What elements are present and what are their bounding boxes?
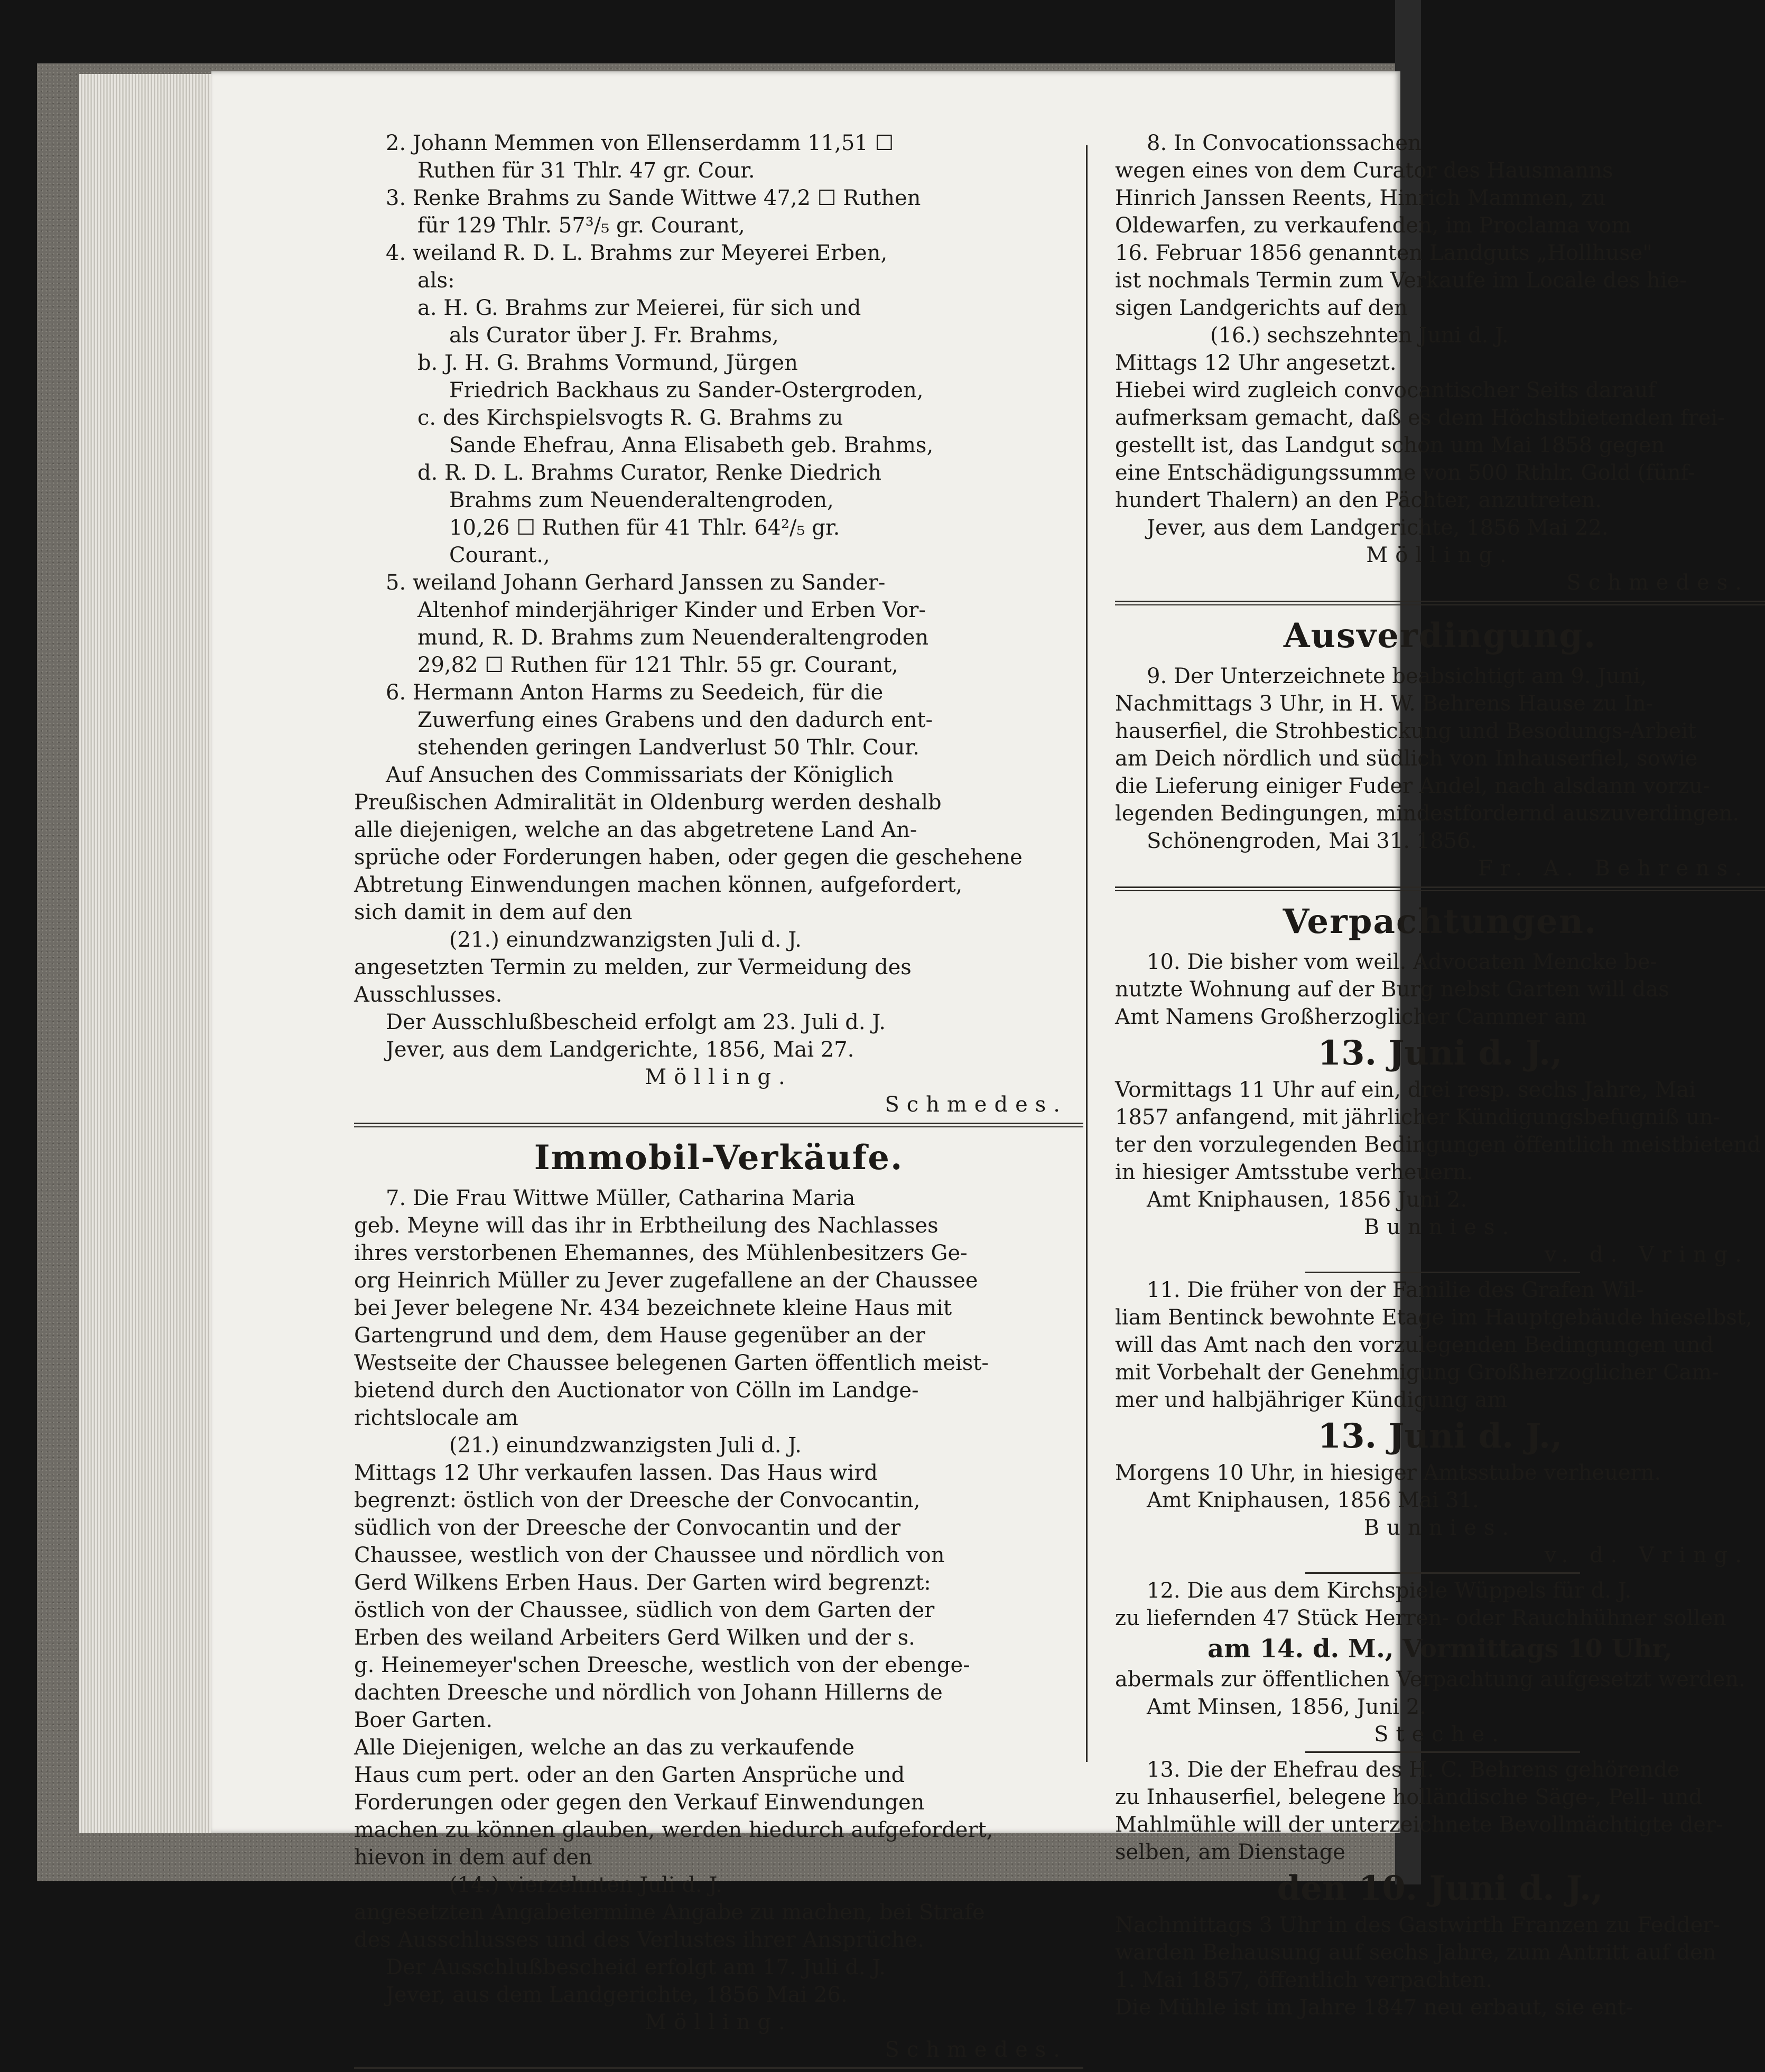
text-line: Boer Garten. — [354, 1708, 493, 1732]
text-line: machen zu können glauben, werden hiedurch aufgefordert, — [354, 1818, 993, 1842]
text-line: Ruthen für 31 Thlr. 47 gr. Cour. — [417, 158, 755, 183]
text-line: geb. Meyne will das ihr in Erbtheilung des Nachlasses — [354, 1214, 939, 1238]
place-date: Amt Kniphausen, 1856 Mai 31. — [1147, 1488, 1479, 1513]
notice-9 — [1115, 662, 1765, 882]
text-line: ist nochmals Termin zum Verkaufe im Locale des hie- — [1115, 268, 1687, 293]
text-line: begrenzt: östlich von der Dreesche der Convocantin, — [354, 1488, 921, 1513]
list-item — [354, 459, 1083, 569]
text-line: angesetzten Angabetermine Angabe zu machen, bei Strafe — [354, 1900, 985, 1925]
left-column — [354, 129, 1083, 2072]
text-line: Nachmittags 3 Uhr, in H. W. Behrens Hause zu In- — [1115, 692, 1653, 716]
signature: Mölling. — [645, 1065, 793, 1089]
place-date: Jever, aus dem Landgerichte, 1856, Mai 27. — [386, 1038, 854, 1062]
text-line: wegen eines von dem Curator des Hausmanns — [1115, 158, 1613, 183]
text-line: südlich von der Dreesche der Convocantin und der — [354, 1516, 901, 1540]
date-line: (21.) einundzwanzigsten Juli d. J. — [449, 928, 802, 952]
list-item — [354, 349, 1083, 404]
text-line: a. H. G. Brahms zur Meierei, für sich und — [417, 296, 861, 320]
signature: Steche. — [1374, 1722, 1506, 1747]
text-line: 8. In Convocationssachen — [1147, 131, 1422, 155]
text-line: in hiesiger Amtsstube verheuern. — [1115, 1160, 1473, 1184]
text-line: richtslocale am — [354, 1406, 518, 1430]
page-edges — [79, 74, 233, 1833]
text-line: Courant., — [449, 543, 550, 567]
text-line: sich damit in dem auf den — [354, 900, 633, 925]
section-title: Ausverdingung. — [1283, 616, 1597, 656]
section-rule — [1115, 601, 1765, 605]
highlight-date: den 10. Juni d. J., — [1277, 1869, 1603, 1908]
notice-11 — [1115, 1276, 1765, 1569]
text-line: Gerd Wilkens Erben Haus. Der Garten wird begrenzt: — [354, 1571, 931, 1595]
place-date: Jever, aus dem Landgerichte, 1856 Mai 26. — [386, 1983, 848, 2007]
text-line: Westseite der Chaussee belegenen Garten öffentlich meist- — [354, 1351, 989, 1375]
section-title: Immobil-Verkäufe. — [534, 1138, 904, 1178]
text-line: Zuwerfung eines Grabens und den dadurch ent- — [417, 708, 933, 732]
list-items — [354, 129, 1083, 294]
text-line: 10,26 ☐ Ruthen für 41 Thlr. 64²/₅ gr. — [449, 516, 840, 540]
text-line: bietend durch den Auctionator von Cölln im Landge- — [354, 1378, 919, 1403]
text-line: Abtretung Einwendungen machen können, aufgefordert, — [354, 873, 963, 897]
text-line: 6. Hermann Anton Harms zu Seedeich, für die — [386, 680, 884, 705]
text-line: Morgens 10 Uhr, in hiesiger Amtsstube verheuern. — [1115, 1461, 1661, 1485]
text-line: mund, R. D. Brahms zum Neuenderaltengroden — [417, 626, 929, 650]
text-line: 12. Die aus dem Kirchspiele Wüppels für d. J. — [1147, 1579, 1632, 1603]
text-line: 29,82 ☐ Ruthen für 121 Thlr. 55 gr. Courant, — [417, 653, 898, 677]
text-line: 16. Februar 1856 genannten Landguts „Hollhuse" — [1115, 241, 1652, 265]
text-line: Haus cum pert. oder an den Garten Ansprüche und — [354, 1763, 905, 1787]
text-line: Brahms zum Neuenderaltengroden, — [449, 488, 834, 512]
notice-1 — [354, 761, 1083, 1118]
text-line: eine Entschädigungssumme von 500 Rthlr. Gold (fünf- — [1115, 461, 1695, 485]
list-item — [354, 569, 1083, 679]
text-line: Preußischen Admiralität in Oldenburg werden deshalb — [354, 790, 942, 815]
signature: Mölling. — [645, 2010, 793, 2034]
text-line: bei Jever belegene Nr. 434 bezeichnete kleine Haus mit — [354, 1296, 952, 1320]
text-line: 9. Der Unterzeichnete beabsichtigt am 9. Juni, — [1147, 664, 1647, 688]
text-line: stehenden geringen Landverlust 50 Thlr. Cour. — [417, 735, 919, 760]
text-line: ter den vorzulegenden Bedingungen öffentlich meistbietend — [1115, 1133, 1761, 1157]
text-line: 1857 anfangend, mit jährlicher Kündigungsbefugniß un- — [1115, 1105, 1721, 1130]
text-line: 13. Die der Ehefrau des H. C. Behrens gehörende — [1147, 1758, 1680, 1782]
text-line: die Lieferung einiger Fuder Andel, nach alsdann vorzu- — [1115, 774, 1710, 798]
signature: v. d. Vring. — [1544, 1543, 1749, 1567]
text-line: mer und halbjähriger Kündigung am — [1115, 1388, 1508, 1412]
text-line: 11. Die früher von der Familie des Grafen Wil- — [1147, 1278, 1644, 1302]
text-line: selben, am Dienstage — [1115, 1840, 1345, 1864]
text-line: hauserfiel, die Strohbestickung und Besodungs-Arbeit — [1115, 719, 1697, 743]
sub-items — [354, 294, 1083, 569]
place-date: Amt Kniphausen, 1856 Juni 2. — [1147, 1188, 1467, 1212]
highlight-date: 13. Juni d. J., — [1317, 1033, 1563, 1073]
text-line: mit Vorbehalt der Genehmigung Großherzoglicher Cam- — [1115, 1360, 1719, 1385]
text-line: zu Inhauserfiel, belegene holländische Säge-, Pell- und — [1115, 1785, 1703, 1809]
text-line: Nachmittags 3 Uhr in des Gastwirth Franzen zu Fedder- — [1115, 1913, 1720, 1937]
section-rule — [1115, 886, 1765, 891]
place-date: Jever, aus dem Landgerichte, 1856 Mai 22. — [1147, 516, 1609, 540]
place-date: Schönengroden, Mai 31. 1856. — [1147, 829, 1478, 853]
list-items-2 — [354, 569, 1083, 761]
scanned-page — [211, 71, 1761, 2062]
text-line: Hinrich Janssen Reents, Hinrich Mammen, zu — [1115, 186, 1606, 210]
notice-12 — [1115, 1577, 1765, 1748]
end-rule — [354, 2067, 1083, 2069]
text-line: hundert Thalern) an den Pächter, anzutreten. — [1115, 488, 1602, 512]
text-line: will das Amt nach den vorzulegenden Bedingungen und — [1115, 1333, 1714, 1357]
list-item — [354, 294, 1083, 349]
text-line: Hiebei wird zugleich convocantischer Seits darauf — [1115, 378, 1656, 403]
signature: v. d. Vring. — [1544, 1243, 1749, 1267]
notice-rule — [1305, 1272, 1580, 1273]
text-line: Alle Diejenigen, welche an das zu verkaufende — [354, 1735, 855, 1760]
text-line: hievon in dem auf den — [354, 1845, 592, 1870]
text-line: dachten Dreesche und nördlich von Johann Hillerns de — [354, 1681, 943, 1705]
notice-8 — [1115, 129, 1765, 596]
text-line: Mittags 12 Uhr angesetzt. — [1115, 351, 1397, 375]
text-line: sigen Landgerichts auf den — [1115, 296, 1408, 320]
text-line: nutzte Wohnung auf der Burg nebst Garten will das — [1115, 977, 1669, 1002]
text-line: 3. Renke Brahms zu Sande Wittwe 47,2 ☐ Ruthen — [386, 186, 921, 210]
text-line: Der Ausschlußbescheid erfolgt am 23. Juli d. J. — [386, 1010, 886, 1034]
text-line: Ausschlusses. — [354, 983, 503, 1007]
text-line: am Deich nördlich und südlich von Inhauserfiel, sowie — [1115, 746, 1698, 771]
text-line: Gartengrund und dem, dem Hause gegenüber an der — [354, 1323, 925, 1348]
signature: Bunnies. — [1363, 1215, 1517, 1239]
text-line: liam Bentinck bewohnte Etage im Hauptgebäude hieselbst, — [1115, 1305, 1752, 1330]
right-column — [1115, 129, 1765, 2021]
text-line: angesetzten Termin zu melden, zur Vermeidung des — [354, 955, 912, 979]
text-line: als Curator über J. Fr. Brahms, — [449, 323, 779, 348]
text-line: 5. weiland Johann Gerhard Janssen zu Sander- — [386, 571, 886, 595]
text-line: Sande Ehefrau, Anna Elisabeth geb. Brahms, — [449, 433, 934, 458]
signature: Schmedes. — [1566, 571, 1749, 595]
date-line: (14.) vierzehnten Juli d. J. — [449, 1873, 722, 1897]
date-line: (21.) einundzwanzigsten Juli d. J. — [449, 1433, 802, 1458]
text-line: Chaussee, westlich von der Chaussee und nördlich von — [354, 1543, 945, 1567]
signature: Schmedes. — [885, 1093, 1067, 1117]
text-line: gestellt ist, das Landgut schon um Mai 1858 gegen — [1115, 433, 1665, 458]
text-line: 4. weiland R. D. L. Brahms zur Meyerei Erben, — [386, 241, 888, 265]
signature: Schmedes. — [885, 2038, 1067, 2062]
signature: Bunnies. — [1363, 1516, 1517, 1540]
text-line: c. des Kirchspielsvogts R. G. Brahms zu — [417, 406, 843, 430]
text-line: Amt Namens Großherzoglicher Cammer am — [1115, 1005, 1587, 1029]
text-line: ihres verstorbenen Ehemannes, des Mühlenbesitzers Ge- — [354, 1241, 968, 1265]
text-line: Vormittags 11 Uhr auf ein, drei resp. sechs Jahre, Mai — [1115, 1078, 1696, 1102]
text-line: für 129 Thlr. 57³/₅ gr. Courant, — [417, 213, 745, 238]
bold-line: am 14. d. M., Vormittags 10 Uhr, — [1207, 1634, 1673, 1664]
date-line: (16.) sechszehnten Juni d. J. — [1210, 323, 1509, 348]
list-item — [354, 404, 1083, 459]
text-line: Auf Ansuchen des Commissariats der Königlich — [386, 763, 894, 787]
notice-13 — [1115, 1756, 1765, 2021]
text-line: g. Heinemeyer'schen Dreesche, westlich von der ebenge- — [354, 1653, 970, 1677]
text-line: Der Ausschlußbescheid erfolgt am 17. Juli d. J. — [386, 1955, 886, 1980]
highlight-date: 13. Juni d. J., — [1317, 1416, 1563, 1456]
signature: Mölling. — [1366, 543, 1514, 567]
notice-10 — [1115, 948, 1765, 1268]
text-line: 2. Johann Memmen von Ellenserdamm 11,51 ☐ — [386, 131, 894, 155]
text-line: östlich von der Chaussee, südlich von dem Garten der — [354, 1598, 935, 1622]
text-line: 7. Die Frau Wittwe Müller, Catharina Maria — [386, 1186, 856, 1210]
text-line: alle diejenigen, welche an das abgetretene Land An- — [354, 818, 917, 842]
text-line: als: — [417, 268, 455, 293]
list-item — [354, 184, 1083, 239]
signature: Fr. A. Behrens. — [1478, 856, 1749, 881]
text-line: aufmerksam gemacht, daß es dem Höchstbietenden frei- — [1115, 406, 1725, 430]
text-line: Altenhof minderjähriger Kinder und Erben Vor- — [417, 598, 926, 622]
text-line: des Ausschlusses und des Verlustes ihrer Ansprüche. — [354, 1928, 924, 1952]
list-item — [354, 129, 1083, 184]
text-line: 1. Mai 1857, öffentlich verpachten. — [1115, 1968, 1493, 1992]
text-line: Die Mühle ist im Jahre 1847 neu erbaut, sie ent- — [1115, 1995, 1633, 2020]
text-line: Forderungen oder gegen den Verkauf Einwendungen — [354, 1790, 925, 1815]
text-line: zu liefernden 47 Stück Herren- oder Rauchhühner sollen — [1115, 1606, 1726, 1630]
text-line: Mittags 12 Uhr verkaufen lassen. Das Haus wird — [354, 1461, 878, 1485]
notice-7 — [354, 1184, 1083, 2064]
text-line: 10. Die bisher vom weil. Advocaten Mencke be- — [1147, 950, 1657, 974]
text-line: warden Behausung auf sechs Jahre, zum Antritt auf den — [1115, 1940, 1716, 1965]
section-rule — [354, 1123, 1083, 1127]
text-line: d. R. D. L. Brahms Curator, Renke Diedrich — [417, 461, 881, 485]
text-line: Mahlmühle will der unterzeichnete Bevollmächtigte der- — [1115, 1813, 1723, 1837]
text-line: Oldewarfen, zu verkaufenden, im Proclama vom — [1115, 213, 1631, 238]
text-line: abermals zur öffentlichen Verpachtung aufgesetzt werden. — [1115, 1667, 1745, 1692]
place-date: Amt Minsen, 1856, Juni 2. — [1147, 1695, 1426, 1719]
text-line: Erben des weiland Arbeiters Gerd Wilken und der s. — [354, 1626, 915, 1650]
text-line: Friedrich Backhaus zu Sander-Ostergroden, — [449, 378, 924, 403]
column-rule — [1086, 145, 1088, 1762]
section-title: Verpachtungen. — [1283, 902, 1597, 941]
notice-rule — [1305, 1751, 1580, 1753]
text-line: b. J. H. G. Brahms Vormund, Jürgen — [417, 351, 798, 375]
list-item — [354, 679, 1083, 761]
text-line: org Heinrich Müller zu Jever zugefallene an der Chaussee — [354, 1268, 978, 1293]
text-line: sprüche oder Forderungen haben, oder gegen die geschehene — [354, 845, 1023, 870]
notice-rule — [1305, 1572, 1580, 1574]
text-line: legenden Bedingungen, mindestfordernd auszuverdingen. — [1115, 801, 1740, 826]
list-item — [354, 239, 1083, 294]
